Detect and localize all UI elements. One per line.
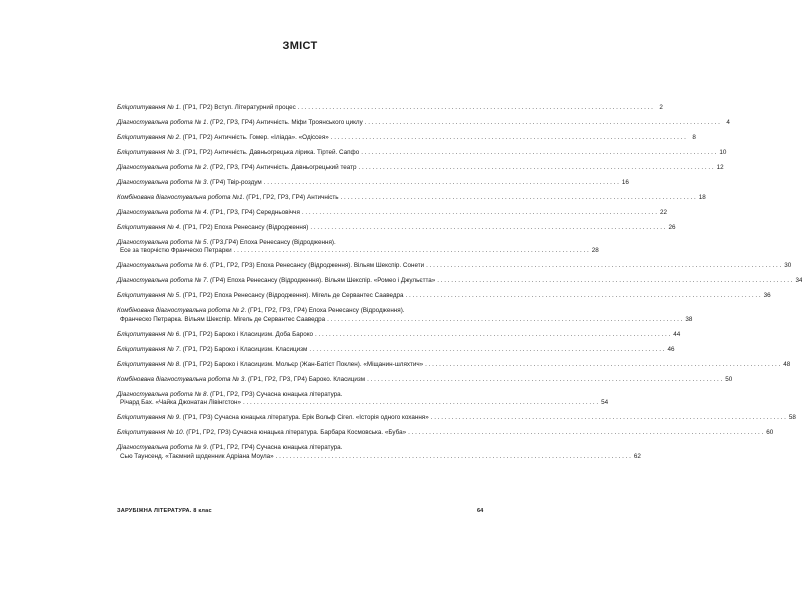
toc-entry-line <box>117 262 792 270</box>
toc-entry-text <box>117 361 423 369</box>
toc-entry-line <box>117 307 487 315</box>
toc-entry[interactable] <box>117 209 668 217</box>
toc-entry-type: Діагностувальна робота № 3 <box>117 179 207 186</box>
toc-entry-title: . (ГР1, ГР2, ГР3, ГР4) Епоха Ренесансу (Відродження). <box>244 307 405 315</box>
toc-entry-page: 12 <box>716 164 724 171</box>
toc-entry-title: . (ГР4) Твір-роздум <box>206 179 262 186</box>
toc-entry-continuation <box>117 452 641 461</box>
toc-leader-dots <box>264 179 619 187</box>
toc-entry[interactable] <box>117 224 676 232</box>
toc-entry-text <box>117 414 429 422</box>
toc-entry-title: . (ГР1, ГР2) Бароко і Класицизм. Мольєр (Жан-Батіст Поклен). «Міщанин-шляхтич» <box>179 360 424 368</box>
toc-entry-type: Бліцопитування № 1 <box>117 104 180 111</box>
toc-entry-line <box>117 391 487 399</box>
toc-entry-subtitle: Франческо Петрарка. Вільям Шекспір. Мігель де Сервантес Сааведра <box>120 315 326 323</box>
toc-entry-line <box>117 292 771 300</box>
toc-entry-title: . (ГР1, ГР2, ГР3, ГР4) Бароко. Класицизм <box>244 375 366 383</box>
toc-entry-line <box>117 134 696 142</box>
toc-entry-title: . (ГР3,ГР4) Епоха Ренесансу (Відродження). <box>206 239 336 246</box>
toc-entry-line <box>117 224 676 232</box>
toc-entry-continuation <box>117 315 693 324</box>
toc-entry-text <box>117 224 308 232</box>
toc-entry-text <box>117 444 342 452</box>
toc-entry-title: . (ГР1, ГР3, ГР4) Середньовіччя <box>206 209 300 216</box>
toc-entry-text <box>117 376 365 384</box>
toc-leader-dots <box>437 277 792 285</box>
toc-entry-page: 58 <box>788 414 796 422</box>
toc-leader-dots <box>327 316 682 324</box>
toc-entry-page: 54 <box>601 399 609 407</box>
toc-entry[interactable] <box>117 375 733 384</box>
toc-entry-page: 30 <box>784 262 792 270</box>
toc-entry-text <box>117 164 357 172</box>
toc-entry-title: . (ГР2, ГР3, ГР4) Античність. Міфи Троянського циклу <box>206 119 363 126</box>
toc-entry-line <box>117 375 733 384</box>
toc-leader-dots <box>298 104 653 112</box>
toc-entry[interactable] <box>117 134 696 142</box>
toc-entry-page: 28 <box>591 247 599 255</box>
toc-entry-page: 36 <box>763 292 771 300</box>
toc-leader-dots <box>408 429 763 437</box>
toc-leader-dots <box>302 209 657 217</box>
toc-entry[interactable] <box>117 414 796 422</box>
toc-entry-text <box>117 262 424 270</box>
toc-entry-line <box>117 345 675 354</box>
toc-entry-line <box>117 164 724 172</box>
toc-entry-title: . (ГР1, ГР2) Епоха Ренесансу (Відродження) <box>179 224 309 231</box>
toc-leader-dots <box>234 247 589 255</box>
toc-entry-line <box>117 414 796 422</box>
toc-entry-line <box>117 179 629 187</box>
toc-entry-type: Бліцопитування № 3 <box>117 149 180 156</box>
toc-entry-type: Комбінована діагностувальна робота № 3 <box>117 375 245 383</box>
footer-page-number: 64 <box>477 508 484 514</box>
toc-entry-text <box>117 391 342 399</box>
toc-leader-dots <box>341 194 696 202</box>
toc-entry[interactable] <box>117 119 730 127</box>
toc-leader-dots <box>425 361 780 369</box>
toc-entry-text <box>117 429 406 437</box>
toc-entry-title: . (ГР1, ГР3) Сучасна юнацька література. Ерік Вольф Сігел. «Історія одного кохання» <box>179 414 429 422</box>
toc-entry[interactable] <box>117 444 641 461</box>
toc-entry-title: . (ГР1, ГР2) Античність. Гомер. «Іліада». «Одіссея» <box>179 134 329 141</box>
toc-entry[interactable] <box>117 149 727 157</box>
toc-entry-page: 44 <box>673 330 681 338</box>
toc-entry[interactable] <box>117 194 706 202</box>
toc-entry-page: 48 <box>783 360 791 368</box>
toc-leader-dots <box>367 376 722 384</box>
toc-entry-subtitle: Есе за творчістю Франческо Петрарки <box>120 247 232 255</box>
toc-entry-text <box>117 209 300 217</box>
toc-entry-text <box>117 307 405 315</box>
toc-entry-type: Діагностувальна робота № 1 <box>117 119 207 126</box>
toc-entry-type: Бліцопитування № 8 <box>117 360 180 368</box>
toc-entry-type: Бліцопитування № 4 <box>117 224 180 231</box>
toc-entry-line <box>117 429 774 437</box>
toc-entry-type: Бліцопитування № 5 <box>117 292 180 300</box>
toc-entry-text <box>117 346 307 354</box>
toc-entry-text <box>117 277 435 285</box>
toc-entry-type: Діагностувальна робота № 6 <box>117 262 207 270</box>
toc-entry-title: . (ГР1, ГР2) Античність. Давньогрецька лірика. Тіртей. Сапфо <box>179 149 360 156</box>
toc-entry[interactable] <box>117 239 599 256</box>
toc-entry-line <box>117 194 706 202</box>
toc-leader-dots <box>310 224 665 232</box>
toc-entry-type: Діагностувальна робота № 5 <box>117 239 207 246</box>
toc-leader-dots <box>359 164 714 172</box>
toc-entry-page: 16 <box>621 179 629 186</box>
toc-entry-page: 26 <box>668 224 676 231</box>
toc-entry-text <box>117 104 296 112</box>
toc-entry-type: Діагностувальна робота № 2 <box>117 164 207 171</box>
toc-leader-dots <box>331 134 686 142</box>
toc-entry-text <box>117 179 262 187</box>
toc-entry[interactable] <box>117 164 724 172</box>
toc-entry-title: . (ГР1, ГР2, ГР3) Сучасна юнацька література. <box>206 390 343 398</box>
toc-entry-type: Діагностувальна робота № 7 <box>117 277 207 285</box>
toc-entry-line <box>117 330 681 339</box>
toc-entry[interactable] <box>117 277 802 285</box>
toc-entry-type: Комбінована діагностувальна робота № 2 <box>117 307 245 315</box>
toc-entry-page: 50 <box>725 375 733 383</box>
toc-entry-title: . (ГР1, ГР2, ГР4) Сучасна юнацька література. <box>206 444 343 452</box>
toc-entry-page: 46 <box>667 345 675 353</box>
toc-leader-dots <box>315 331 670 339</box>
toc-entry[interactable] <box>117 104 663 112</box>
toc-entry-page: 22 <box>660 209 668 216</box>
toc-entry-type: Діагностувальна робота № 4 <box>117 209 207 216</box>
toc-entry-continuation <box>117 399 609 407</box>
toc-entry-title: . (ГР1, ГР2) Епоха Ренесансу (Відродження). Мігель де Сервантес Сааведра <box>179 292 404 300</box>
toc-entry-line <box>117 104 663 112</box>
toc-entry-text <box>117 134 329 142</box>
toc-entry-type: Бліцопитування № 7 <box>117 345 180 353</box>
toc-entry-text <box>117 331 313 339</box>
table-of-contents <box>117 104 802 468</box>
toc-entry[interactable] <box>117 179 629 187</box>
toc-entry-page: 4 <box>726 119 730 126</box>
toc-entry-page: 10 <box>719 149 727 156</box>
toc-entry-page: 8 <box>692 134 696 141</box>
toc-entry-type: Бліцопитування № 9 <box>117 414 180 422</box>
toc-entry-text <box>117 194 339 202</box>
toc-entry-text <box>117 292 404 300</box>
toc-entry-title: . (ГР1, ГР2) Бароко і Класицизм. Класицизм <box>179 345 308 353</box>
toc-entry-type: Діагностувальна робота № 8 <box>117 390 207 398</box>
toc-entry-type: Комбінована діагностувальна робота №1 <box>117 194 243 201</box>
toc-entry-type: Бліцопитування № 6 <box>117 330 180 338</box>
page-title: ЗМІСТ <box>282 40 318 52</box>
toc-entry-page: 34 <box>795 277 802 285</box>
toc-entry-text <box>117 149 359 157</box>
toc-entry-title: . (ГР4) Епоха Ренесансу (Відродження). Вільям Шекспір. «Ромео і Джульєтта» <box>206 277 436 285</box>
toc-entry-line <box>117 149 727 157</box>
toc-entry[interactable] <box>117 360 791 369</box>
toc-leader-dots <box>431 414 786 422</box>
toc-entry-subtitle: Сью Таунсенд. «Таємний щоденник Адріана Моула» <box>120 452 274 460</box>
footer-book-title: ЗАРУБІЖНА ЛІТЕРАТУРА. 8 клас <box>117 508 212 514</box>
toc-entry[interactable] <box>117 330 681 339</box>
toc-leader-dots <box>426 262 781 270</box>
toc-entry-page: 2 <box>659 104 663 111</box>
toc-entry-title: . (ГР1, ГР2) Бароко і Класицизм. Доба Бароко <box>179 330 314 338</box>
toc-leader-dots <box>309 346 664 354</box>
toc-entry-line <box>117 119 730 127</box>
toc-leader-dots <box>365 119 720 127</box>
toc-entry-title: . (ГР1, ГР2) Вступ. Літературний процес <box>179 104 296 111</box>
toc-entry[interactable] <box>117 429 774 437</box>
toc-entry-title: . (ГР1, ГР2, ГР3) Сучасна юнацька література. Барбара Космовська. «Буба» <box>182 429 407 437</box>
toc-entry-subtitle: Річард Бах. «Чайка Джонатан Лівінгстон» <box>120 399 242 407</box>
toc-leader-dots <box>406 292 761 300</box>
toc-entry[interactable] <box>117 292 771 300</box>
toc-entry[interactable] <box>117 307 693 324</box>
toc-entry-line <box>117 444 487 452</box>
toc-entry-page: 38 <box>685 315 693 323</box>
toc-entry-page: 18 <box>698 194 706 201</box>
toc-entry-line <box>117 277 802 285</box>
toc-entry[interactable] <box>117 345 675 354</box>
toc-entry-type: Бліцопитування № 2 <box>117 134 180 141</box>
toc-leader-dots <box>243 399 598 407</box>
toc-entry-continuation <box>117 247 599 255</box>
toc-entry-line <box>117 360 791 369</box>
toc-entry-type: Діагностувальна робота № 9 <box>117 444 207 452</box>
toc-entry-title: . (ГР1, ГР2, ГР3) Епоха Ренесансу (Відродження). Вільям Шекспір. Сонети <box>206 262 425 270</box>
toc-entry-text <box>117 119 363 127</box>
toc-entry-line <box>117 209 668 217</box>
toc-entry[interactable] <box>117 390 609 408</box>
toc-entry-title: . (ГР2, ГР3, ГР4) Античність. Давньогрецький театр <box>206 164 357 171</box>
toc-entry-page: 60 <box>766 429 774 437</box>
toc-entry[interactable] <box>117 262 792 270</box>
toc-entry-page: 62 <box>633 452 641 460</box>
toc-entry-type: Бліцопитування № 10 <box>117 429 183 437</box>
toc-leader-dots <box>276 453 631 461</box>
toc-leader-dots <box>361 149 716 157</box>
toc-entry-title: . (ГР1, ГР2, ГР3, ГР4) Античність <box>242 194 339 201</box>
